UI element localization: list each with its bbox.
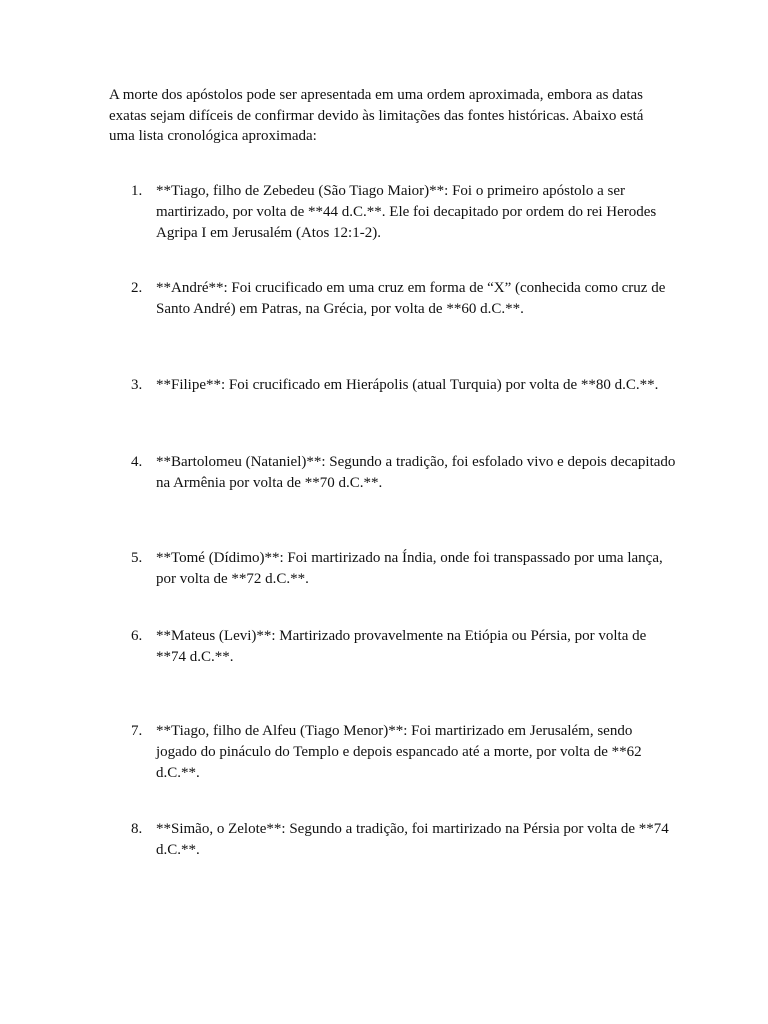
list-item xyxy=(131,278,676,320)
list-item-number: 2. xyxy=(131,280,143,296)
list-item-text: **Mateus (Levi)**: Martirizado provavelmente na Etiópia ou Pérsia, por volta de **74 d.C.**. xyxy=(156,628,647,665)
list-item xyxy=(131,626,676,668)
list-item-text: **Tomé (Dídimo)**: Foi martirizado na Índia, onde foi transpassado por uma lança, por volta de **72 d.C.**. xyxy=(156,550,663,587)
list-item xyxy=(131,721,676,784)
list-item-number: 6. xyxy=(131,628,143,644)
list-item-number: 7. xyxy=(131,723,143,739)
list-item xyxy=(131,181,676,244)
list-item-text: **Tiago, filho de Alfeu (Tiago Menor)**: Foi martirizado em Jerusalém, sendo jogado do pináculo do Templo e depois espancado até a morte, por volta de **62 d.C.**. xyxy=(156,723,642,781)
list-item xyxy=(131,548,676,590)
list-item-text: **Tiago, filho de Zebedeu (São Tiago Maior)**: Foi o primeiro apóstolo a ser martirizado, por volta de **44 d.C.**. Ele foi decapitado por ordem do rei Herodes Agripa I em Jerusalém (Atos 12:1-2). xyxy=(156,183,657,241)
list-item-text: **André**: Foi crucificado em uma cruz em forma de “X” (conhecida como cruz de Santo André) em Patras, na Grécia, por volta de **60 d.C.**. xyxy=(156,280,666,317)
list-item-number: 1. xyxy=(131,183,143,199)
list-item-number: 8. xyxy=(131,821,143,837)
list-item-number: 3. xyxy=(131,377,143,393)
list-item xyxy=(131,819,676,861)
list-item xyxy=(131,452,676,494)
list-item xyxy=(131,375,676,396)
intro-paragraph: A morte dos apóstolos pode ser apresentada em uma ordem aproximada, embora as datas exatas sejam difíceis de confirmar devido às limitações das fontes históricas. Abaixo está uma lista cronológica aproximada: xyxy=(109,87,644,144)
list-item-text: **Bartolomeu (Nataniel)**: Segundo a tradição, foi esfolado vivo e depois decapitado na Armênia por volta de **70 d.C.**. xyxy=(156,454,676,491)
list-item-number: 4. xyxy=(131,454,143,470)
list-item-text: **Filipe**: Foi crucificado em Hierápolis (atual Turquia) por volta de **80 d.C.**. xyxy=(156,377,659,393)
list-item-number: 5. xyxy=(131,550,143,566)
list-item-text: **Simão, o Zelote**: Segundo a tradição, foi martirizado na Pérsia por volta de **74 d.C.**. xyxy=(156,821,669,858)
